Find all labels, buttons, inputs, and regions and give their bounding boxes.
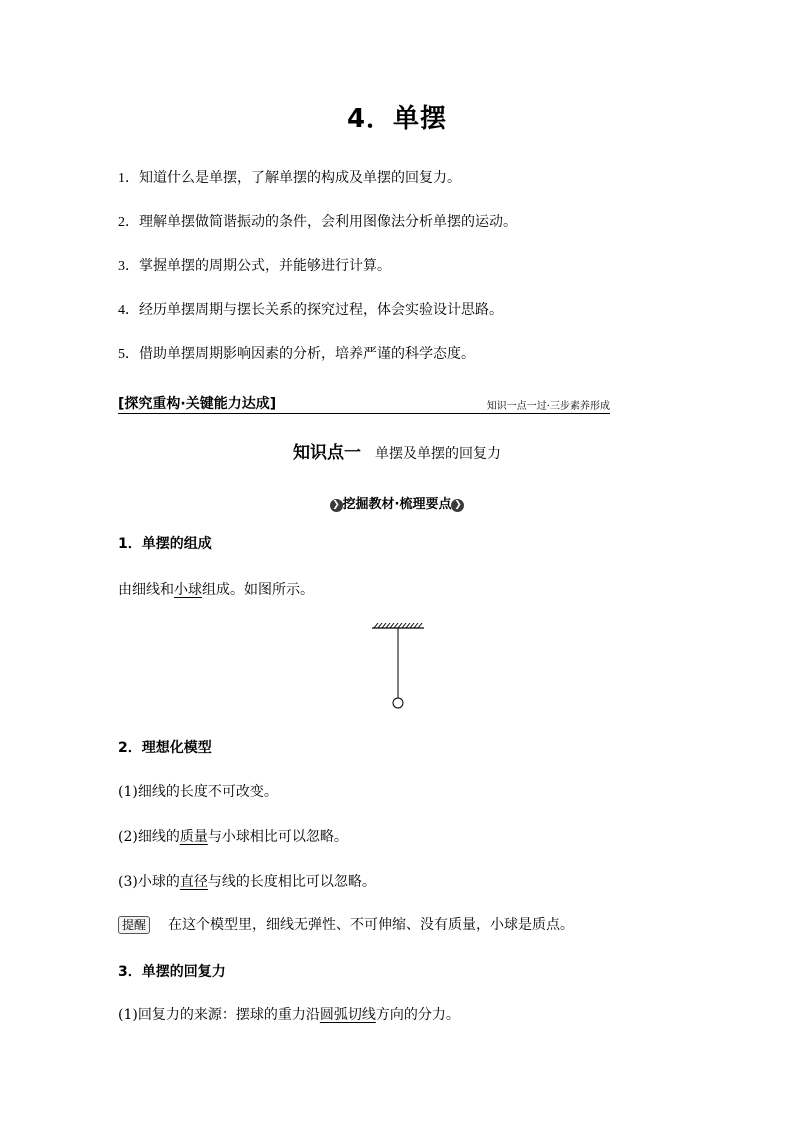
answer-blank: 直径 — [179, 874, 208, 890]
objective-item: 4．经历单摆周期与摆长关系的探究过程，体会实验设计思路。 — [118, 302, 503, 318]
section-title: [探究重构·关键能力达成] — [118, 396, 277, 412]
ideal-model-line-1: (1)细线的长度不可改变。 — [118, 784, 278, 800]
paragraph-composition: 由细线和小球组成。如图所示。 — [118, 582, 314, 598]
heading-restoring-force: 3．单摆的回复力 — [118, 964, 226, 980]
answer-blank: 质量 — [179, 829, 208, 845]
page-title: 4．单摆 — [346, 104, 448, 134]
objective-item: 3．掌握单摆的周期公式，并能够进行计算。 — [118, 258, 391, 274]
heading-pendulum-composition: 1．单摆的组成 — [118, 536, 212, 552]
section-header-bar — [118, 393, 610, 414]
knowledge-point-header — [0, 438, 794, 463]
tip-line — [118, 914, 574, 934]
restoring-force-line-1: (1)回复力的来源：摆球的重力沿圆弧切线方向的分力。 — [118, 1007, 460, 1023]
knowledge-point-subtitle: 单摆及单摆的回复力 — [375, 446, 501, 462]
objective-item: 5．借助单摆周期影响因素的分析，培养严谨的科学态度。 — [118, 346, 475, 362]
chevron-down-icon: ❯ — [451, 499, 464, 512]
objective-item: 2．理解单摆做简谐振动的条件，会利用图像法分析单摆的运动。 — [118, 214, 517, 230]
learning-objectives — [118, 168, 718, 388]
banner-text: 挖掘教材·梳理要点 — [342, 497, 452, 512]
section-subtitle: 知识一点一过·三步素养形成 — [486, 401, 610, 412]
knowledge-point-label: 知识点一 — [293, 443, 361, 463]
chevron-down-icon: ❯ — [330, 499, 343, 512]
ideal-model-line-2: (2)细线的质量与小球相比可以忽略。 — [118, 829, 348, 845]
answer-blank: 圆弧切线 — [319, 1007, 376, 1023]
answer-blank: 小球 — [174, 582, 202, 598]
ideal-model-line-3: (3)小球的直径与线的长度相比可以忽略。 — [118, 874, 376, 890]
section-banner — [0, 493, 794, 512]
objective-item: 1．知道什么是单摆，了解单摆的构成及单摆的回复力。 — [118, 170, 461, 186]
tip-badge: 提醒 — [118, 916, 150, 934]
pendulum-diagram — [368, 620, 428, 712]
heading-ideal-model: 2．理想化模型 — [118, 740, 212, 756]
pendulum-ball — [393, 698, 403, 708]
tip-text: 在这个模型里，细线无弹性、不可伸缩、没有质量，小球是质点。 — [168, 917, 575, 933]
support-hatching — [374, 623, 422, 628]
